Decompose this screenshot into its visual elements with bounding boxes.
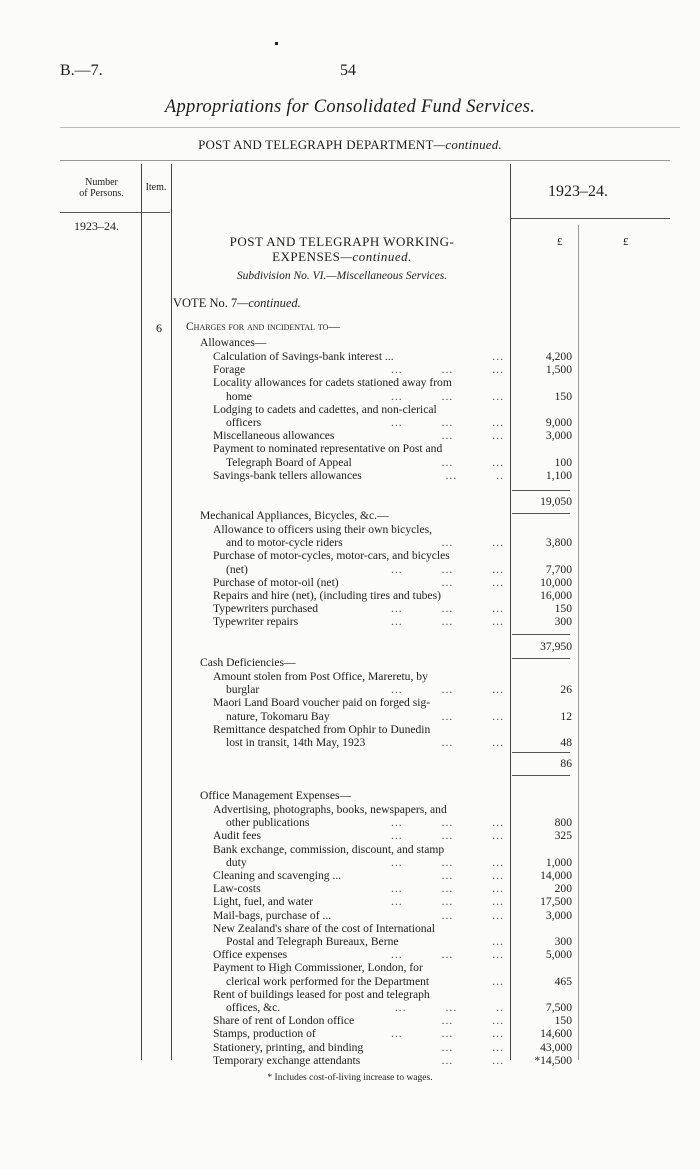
column-header-rule: [60, 212, 170, 213]
line-text: Rent of buildings leased for post and telegraph: [213, 987, 430, 1001]
group-heading-allowances: Allowances—: [200, 336, 267, 349]
leader-dots: ... ...: [441, 429, 504, 443]
leader-dots: ... ...: [441, 908, 504, 922]
line-amount: 1,500: [545, 363, 572, 377]
cash-subtotal-rule: [512, 752, 570, 753]
line-amount: 465: [554, 974, 572, 988]
line-text: Postal and Telegraph Bureaux, Berne: [226, 935, 399, 948]
print-mark: [275, 42, 278, 45]
line-amount: 17,500: [540, 895, 572, 909]
line-amount: 9,000: [545, 416, 572, 429]
persons-column-divider: [141, 164, 142, 1060]
line-text: Amount stolen from Post Office, Mareretu, by: [213, 670, 428, 683]
leader-dots: ... ... ...: [390, 683, 504, 697]
item-column-divider: [171, 164, 172, 1060]
leader-dots: ... ...: [441, 1014, 504, 1028]
table-top-rule: [60, 160, 670, 161]
line-text: Forage: [213, 363, 246, 377]
amount-column-divider: [510, 164, 511, 1060]
line-text: Calculation of Savings-bank interest ...: [213, 350, 394, 363]
cash-total-rule: [512, 775, 570, 776]
line-text: Allowance to officers using their own bicycles,: [213, 523, 433, 536]
line-text: Purchase of motor-cycles, motor-cars, and bicycles: [213, 549, 450, 563]
line-amount: 16,000: [540, 589, 572, 602]
department-title: POST AND TELEGRAPH DEPARTMENT—continued.: [198, 137, 502, 152]
line-text: Share of rent of London office: [213, 1014, 355, 1028]
line-text: Repairs and hire (net), (including tires and tubes): [213, 589, 441, 602]
persons-column-header: Number of Persons.: [79, 177, 124, 199]
line-text: home: [226, 389, 252, 403]
line-text: offices, &c.: [226, 1001, 281, 1014]
mechanical-subtotal-rule: [512, 634, 570, 635]
line-text: New Zealand's share of the cost of International: [213, 921, 435, 935]
line-text: Audit fees: [213, 829, 261, 843]
line-text: Mail-bags, purchase of ...: [213, 908, 332, 922]
line-amount: 4,200: [545, 350, 572, 363]
leader-dots: ... ... ...: [390, 602, 504, 616]
line-amount: 7,500: [545, 1001, 572, 1014]
leader-dots: ... ... ...: [390, 882, 504, 896]
line-text: Office expenses: [213, 948, 288, 962]
line-text: Maori Land Board voucher paid on forged sig-: [213, 696, 431, 710]
line-text: Purchase of motor-oil (net): [213, 575, 339, 589]
line-amount: 3,000: [545, 908, 572, 922]
line-amount: 200: [554, 882, 572, 896]
section-title-line2: EXPENSES—continued.: [272, 249, 412, 264]
line-text: Stamps, production of: [213, 1027, 316, 1041]
line-text: Telegraph Board of Appeal: [226, 455, 352, 469]
line-text: Payment to nominated representative on Post and: [213, 442, 443, 456]
leader-dots: ... ..: [445, 468, 504, 482]
leader-dots: ... ... ...: [390, 1027, 504, 1041]
leader-dots: ... ...: [441, 869, 504, 882]
line-text: Law-costs: [213, 882, 261, 896]
page-title: Appropriations for Consolidated Fund Services.: [164, 97, 536, 117]
leader-dots: ... ...: [441, 575, 504, 589]
leader-dots: ... ... ...: [390, 363, 504, 377]
pound-sign-1: £: [557, 236, 563, 248]
line-amount: 3,000: [545, 429, 572, 443]
line-text: Miscellaneous allowances: [213, 429, 335, 443]
allowances-subtotal-rule: [512, 490, 570, 491]
leader-dots: ... ... ...: [390, 416, 504, 429]
leader-dots: ...: [492, 974, 504, 988]
allowances-total-rule: [512, 513, 570, 514]
line-amount: 800: [554, 816, 572, 830]
line-amount: 3,800: [545, 536, 572, 550]
line-amount: 48: [560, 736, 572, 749]
line-text: officers: [226, 416, 262, 429]
line-text: Bank exchange, commission, discount, and stamp: [213, 842, 445, 856]
line-text: Savings-bank tellers allowances: [213, 468, 362, 482]
document-code: B.—7.: [60, 62, 103, 79]
line-amount: 12: [560, 709, 572, 723]
line-text: Light, fuel, and water: [213, 895, 314, 909]
leader-dots: ... ... ..: [394, 1001, 504, 1014]
leader-dots: ... ...: [441, 736, 504, 749]
persons-year: 1923–24.: [74, 219, 119, 233]
line-amount: 150: [554, 1014, 572, 1028]
leader-dots: ... ... ...: [390, 389, 504, 403]
leader-dots: ... ...: [441, 1040, 504, 1054]
line-text: Remittance despatched from Ophir to Dunedin: [213, 722, 431, 736]
year-column-header: 1923–24.: [548, 183, 608, 200]
line-text: burglar: [226, 683, 260, 697]
line-amount: 325: [554, 829, 572, 843]
leader-dots: ... ...: [441, 709, 504, 723]
leader-dots: ... ... ...: [390, 855, 504, 869]
charges-heading: Charges for and incidental to—: [186, 321, 340, 333]
leader-dots: ... ... ...: [390, 829, 504, 843]
line-amount: 150: [554, 602, 572, 616]
line-text: Payment to High Commissioner, London, for: [213, 961, 423, 975]
leader-dots: ... ... ...: [390, 562, 504, 576]
line-text: Cleaning and scavenging ...: [213, 869, 342, 882]
line-text: Locality allowances for cadets stationed away from: [213, 376, 452, 390]
line-amount: 14,600: [540, 1027, 572, 1041]
line-amount: 1,100: [545, 468, 572, 482]
group-heading-mechanical: Mechanical Appliances, Bicycles, &c.—: [200, 509, 389, 522]
line-amount: 300: [554, 935, 572, 948]
pound-column-divider: [578, 225, 579, 1060]
item-column-header: Item.: [145, 182, 167, 193]
line-amount: 26: [560, 683, 572, 697]
leader-dots: ...: [492, 935, 504, 948]
leader-dots: ... ... ...: [390, 615, 504, 629]
subdivision: Subdivision No. VI.—Miscellaneous Services.: [236, 270, 448, 282]
line-amount: 43,000: [540, 1040, 572, 1054]
mechanical-total: 37,950: [540, 640, 572, 653]
line-text: clerical work performed for the Department: [226, 974, 430, 988]
line-text: Typewriters purchased: [213, 602, 319, 616]
group-heading-office: Office Management Expenses—: [200, 789, 352, 802]
line-text: and to motor-cycle riders: [226, 536, 343, 550]
footnote: * Includes cost-of-living increase to wages.: [267, 1073, 433, 1083]
year-header-rule: [510, 218, 670, 219]
leader-dots: ... ...: [441, 1053, 504, 1067]
leader-dots: ... ... ...: [390, 816, 504, 830]
mechanical-total-rule: [512, 658, 570, 659]
group-heading-cash: Cash Deficiencies—: [200, 656, 296, 669]
line-amount: 5,000: [545, 948, 572, 962]
line-amount: 300: [554, 615, 572, 629]
header-rule: [60, 127, 680, 128]
leader-dots: ... ...: [441, 536, 504, 550]
line-text: (net): [226, 562, 248, 576]
allowances-total: 19,050: [540, 495, 572, 508]
line-text: Advertising, photographs, books, newspapers, and: [213, 803, 447, 816]
line-text: Lodging to cadets and cadettes, and non-clerical: [213, 402, 437, 416]
line-amount: 14,000: [540, 869, 572, 882]
line-amount: 1,000: [545, 855, 572, 869]
line-text: Temporary exchange attendants: [213, 1053, 361, 1067]
line-text: Typewriter repairs: [213, 615, 299, 629]
cash-total: 86: [560, 757, 572, 770]
leader-dots: ...: [492, 350, 504, 363]
vote-heading: VOTE No. 7—continued.: [173, 296, 301, 310]
line-text: duty: [226, 855, 247, 869]
line-text: Stationery, printing, and binding: [213, 1040, 364, 1054]
page-number: 54: [340, 62, 356, 79]
leader-dots: ... ... ...: [390, 895, 504, 909]
line-amount: 100: [554, 455, 572, 469]
section-title-line1: POST AND TELEGRAPH WORKING-: [229, 234, 455, 249]
line-amount: 10,000: [540, 575, 572, 589]
leader-dots: ... ... ...: [390, 948, 504, 962]
line-amount: *14,500: [534, 1053, 572, 1067]
line-amount: 150: [554, 389, 572, 403]
leader-dots: ... ...: [441, 455, 504, 469]
item-number: 6: [156, 321, 162, 335]
pound-sign-2: £: [623, 236, 629, 248]
line-amount: 7,700: [545, 562, 572, 576]
line-text: lost in transit, 14th May, 1923: [226, 736, 366, 749]
line-text: other publications: [226, 816, 310, 830]
line-text: nature, Tokomaru Bay: [226, 709, 330, 723]
